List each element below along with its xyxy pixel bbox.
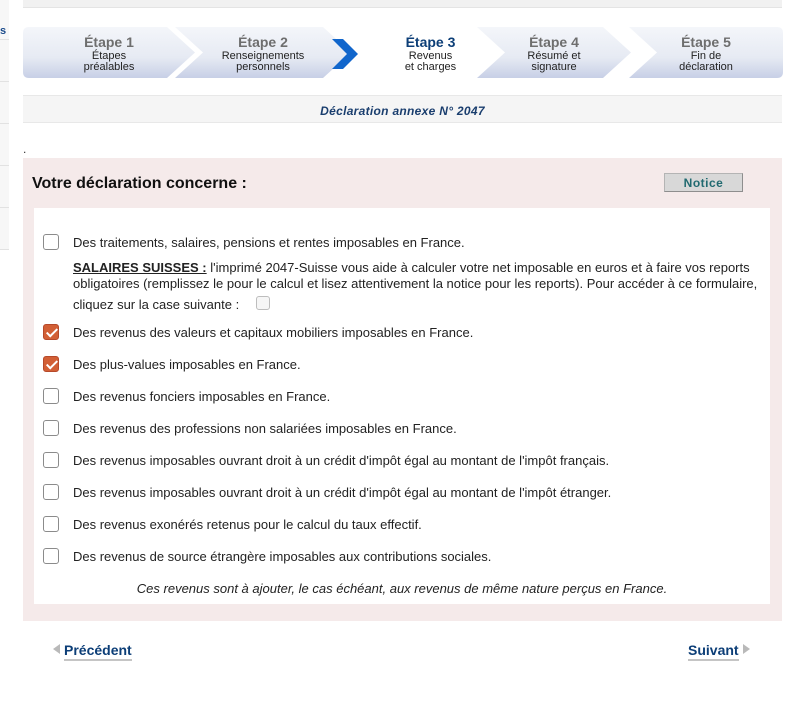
step-4-title: Étape 4 bbox=[529, 34, 579, 50]
arrow-right-icon bbox=[743, 644, 750, 654]
annex-title: Déclaration annexe N° 2047 bbox=[320, 104, 485, 118]
option-row-plus-values[interactable] bbox=[43, 356, 763, 376]
declaration-panel bbox=[23, 158, 782, 621]
step-4-sub-2: signature bbox=[531, 61, 577, 73]
step-5-title: Étape 5 bbox=[681, 34, 731, 50]
checkbox-contributions-sociales[interactable] bbox=[43, 548, 59, 564]
checkbox-traitements[interactable] bbox=[43, 234, 59, 250]
option-label[interactable]: Des revenus des valeurs et capitaux mobiliers imposables en France. bbox=[73, 325, 474, 340]
annex-title-band bbox=[23, 95, 782, 123]
option-label[interactable]: Des traitements, salaires, pensions et rentes imposables en France. bbox=[73, 235, 465, 250]
option-row-fonciers[interactable] bbox=[43, 388, 763, 408]
step-3-sub-1: Revenus bbox=[408, 50, 453, 62]
step-2 bbox=[175, 27, 351, 78]
option-label[interactable]: Des revenus de source étrangère imposables aux contributions sociales. bbox=[73, 549, 492, 564]
option-row-contributions-sociales[interactable] bbox=[43, 548, 763, 568]
next-button[interactable] bbox=[688, 642, 750, 662]
checkbox-credit-etranger[interactable] bbox=[43, 484, 59, 500]
option-label[interactable]: Des plus-values imposables en France. bbox=[73, 357, 301, 372]
step-1 bbox=[23, 27, 195, 78]
side-strip-segment[interactable] bbox=[0, 124, 9, 166]
step-5-sub-2: déclaration bbox=[679, 61, 733, 73]
option-row-taux-effectif[interactable] bbox=[43, 516, 763, 536]
step-5-sub-1: Fin de bbox=[690, 50, 722, 62]
checkbox-taux-effectif[interactable] bbox=[43, 516, 59, 532]
option-row-non-salariees[interactable] bbox=[43, 420, 763, 440]
side-strip-segment[interactable] bbox=[0, 166, 9, 208]
step-3-sub-2: et charges bbox=[404, 61, 457, 73]
panel-heading: Votre déclaration concerne : bbox=[32, 175, 247, 192]
option-label[interactable]: Des revenus des professions non salariées imposables en France. bbox=[73, 421, 457, 436]
checkbox-credit-francais[interactable] bbox=[43, 452, 59, 468]
arrow-left-icon bbox=[53, 644, 60, 654]
option-row-traitements[interactable] bbox=[43, 234, 763, 254]
next-label[interactable]: Suivant bbox=[688, 642, 739, 661]
option-label[interactable]: Des revenus exonérés retenus pour le calcul du taux effectif. bbox=[73, 517, 422, 532]
swiss-salaries-text: l'imprimé 2047-Suisse vous aide à calculer votre net imposable en euros et à faire vos reports obligatoires (remplissez le pour le calcul et lisez attentivement la notice pour les reports). Pour accéder à ce formulaire, bbox=[73, 260, 758, 291]
step-2-sub-2: personnels bbox=[236, 61, 290, 73]
notice-button[interactable]: Notice bbox=[664, 173, 743, 192]
step-1-title: Étape 1 bbox=[84, 34, 134, 50]
side-strip-segment[interactable] bbox=[0, 208, 9, 250]
option-row-credit-francais[interactable] bbox=[43, 452, 763, 472]
swiss-click-instruction: cliquez sur la case suivante : bbox=[73, 297, 240, 312]
step-4 bbox=[477, 27, 631, 78]
side-strip-marker[interactable]: s bbox=[0, 25, 7, 37]
step-1-sub-1: Étapes bbox=[91, 50, 127, 62]
previous-button[interactable] bbox=[53, 642, 132, 662]
footnote: Ces revenus sont à ajouter, le cas échéant, aux revenus de même nature perçus en France. bbox=[136, 581, 668, 596]
checkbox-plus-values[interactable] bbox=[43, 356, 59, 372]
step-2-sub-1: Renseignements bbox=[221, 50, 305, 62]
left-side-strip bbox=[0, 0, 9, 250]
option-label[interactable]: Des revenus fonciers imposables en France. bbox=[73, 389, 331, 404]
step-5 bbox=[629, 27, 783, 78]
step-1-sub-2: préalables bbox=[83, 61, 135, 73]
options-box bbox=[34, 208, 770, 604]
previous-label[interactable]: Précédent bbox=[64, 642, 132, 661]
swiss-salaries-header: SALAIRES SUISSES : bbox=[73, 260, 207, 275]
side-strip-segment[interactable] bbox=[0, 82, 9, 124]
option-label[interactable]: Des revenus imposables ouvrant droit à un crédit d'impôt égal au montant de l'impôt français. bbox=[73, 453, 610, 468]
current-step-arrow-icon bbox=[332, 39, 358, 69]
checkbox-non-salariees[interactable] bbox=[43, 420, 59, 436]
step-4-sub-1: Résumé et bbox=[527, 50, 581, 62]
checkbox-swiss-form[interactable] bbox=[256, 296, 270, 310]
option-row-credit-etranger[interactable] bbox=[43, 484, 763, 504]
top-bar bbox=[23, 0, 782, 8]
checkbox-valeurs-mobilieres[interactable] bbox=[43, 324, 59, 340]
step-3-title: Étape 3 bbox=[405, 34, 456, 50]
step-2-title: Étape 2 bbox=[238, 34, 288, 50]
checkbox-fonciers[interactable] bbox=[43, 388, 59, 404]
side-strip-segment[interactable] bbox=[0, 40, 9, 82]
option-label[interactable]: Des revenus imposables ouvrant droit à un crédit d'impôt égal au montant de l'impôt étranger. bbox=[73, 485, 612, 500]
progress-stepper bbox=[23, 27, 783, 78]
stray-dot: . bbox=[23, 142, 27, 156]
swiss-salaries-note bbox=[73, 260, 769, 292]
option-row-valeurs-mobilieres[interactable] bbox=[43, 324, 763, 344]
